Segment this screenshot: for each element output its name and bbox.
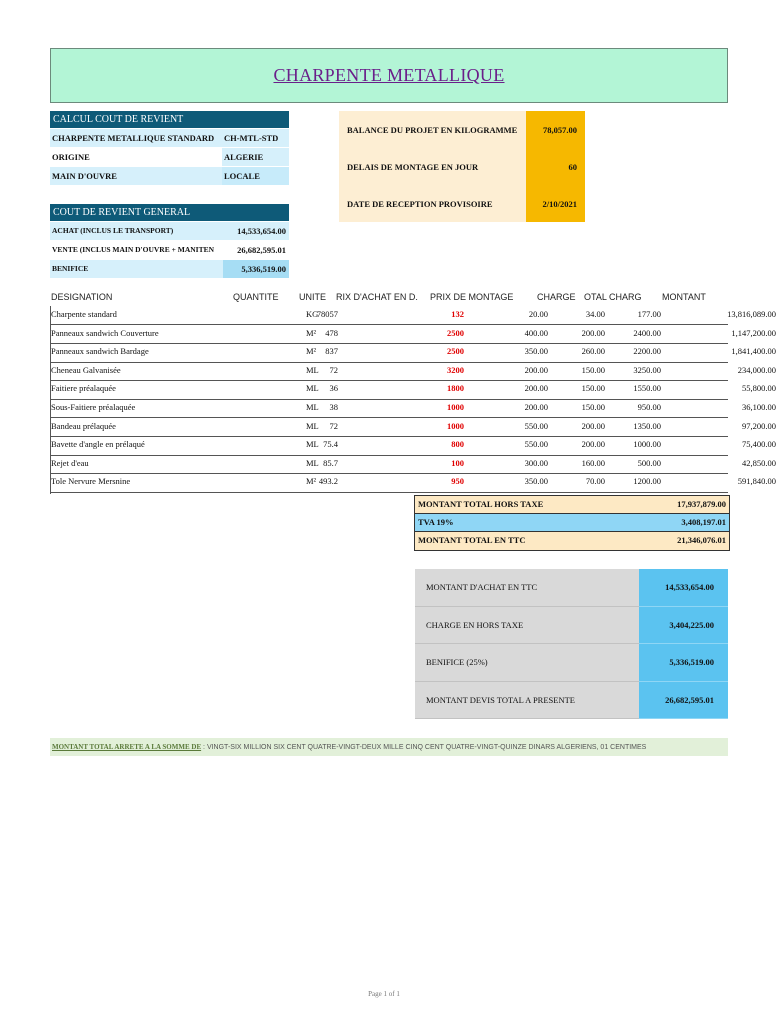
- summary-achat-value: 14,533,654.00: [639, 569, 728, 607]
- total-ttc-label: MONTANT TOTAL EN TTC: [418, 535, 526, 545]
- cell-prix-montage: 20.00: [528, 309, 548, 319]
- cell-charge: 34.00: [585, 309, 605, 319]
- cell-prix-achat: 1800: [447, 383, 464, 394]
- cell-quantite: 85.7: [323, 457, 338, 468]
- project-balance-value: 78,057.00: [526, 111, 585, 148]
- cell-quantite: 72: [329, 420, 338, 431]
- cell-montant: 36,100.00: [742, 402, 776, 412]
- cell-prix-montage: 350.00: [524, 476, 548, 487]
- cell-quantite: 72: [329, 364, 338, 375]
- cell-designation: Sous-Faitiere préalaquée: [51, 402, 136, 412]
- cell-charge: 150.00: [581, 402, 605, 412]
- project-delay-value: 60: [526, 148, 585, 185]
- cell-designation: Faitiere préalaquée: [51, 383, 116, 394]
- cell-total-charge: 1000.00: [633, 439, 661, 450]
- table-row: [50, 306, 776, 325]
- cell-total-charge: 1550.00: [633, 383, 661, 394]
- cout-general-header: COUT DE REVIENT GENERAL: [50, 204, 289, 221]
- cell-charge: 260.00: [581, 346, 605, 357]
- cell-prix-montage: 300.00: [524, 457, 548, 468]
- cell-charge: 160.00: [581, 457, 605, 468]
- cell-montant: 75,400.00: [742, 439, 776, 450]
- cell-quantite: 36: [329, 383, 338, 394]
- summary-achat-label: MONTANT D'ACHAT EN TTC: [415, 569, 639, 607]
- cell-prix-montage: 550.00: [524, 420, 548, 431]
- col-prix-montage: PRIX DE MONTAGE: [430, 292, 514, 302]
- cout-general-value-3: 5,336,519.00: [223, 260, 289, 278]
- table-row: [50, 343, 776, 362]
- cell-unite: ML: [306, 364, 319, 375]
- calcul-label-3: MAIN D'OUVRE: [50, 167, 222, 185]
- cell-designation: Cheneau Galvanisée: [51, 364, 121, 375]
- table-row: [50, 455, 776, 474]
- cell-unite: ML: [306, 402, 319, 412]
- cout-general-label-2: VENTE (INCLUS MAIN D'OUVRE + MANITEN: [52, 245, 214, 254]
- cout-general-label-1: ACHAT (INCLUS LE TRANSPORT): [50, 222, 223, 240]
- cell-prix-achat: 2500: [447, 327, 464, 338]
- cell-montant: 55,800.00: [742, 383, 776, 394]
- cell-prix-montage: 200.00: [524, 364, 548, 375]
- calcul-label-2: ORIGINE: [52, 152, 90, 162]
- cell-quantite: 478: [325, 327, 338, 338]
- total-ht-row: [414, 495, 730, 515]
- cell-unite: KG: [306, 309, 319, 319]
- project-reception-label: DATE DE RECEPTION PROVISOIRE: [339, 185, 526, 222]
- col-unite: UNITE: [299, 292, 326, 302]
- project-delay-label: DELAIS DE MONTAGE EN JOUR: [339, 148, 526, 185]
- col-quantite: QUANTITE: [233, 292, 279, 302]
- total-ht-label: MONTANT TOTAL HORS TAXE: [418, 499, 544, 509]
- cell-quantite: 38: [329, 402, 338, 412]
- summary-row-charge: [415, 607, 728, 645]
- summary-devis-value: 26,682,595.01: [639, 682, 728, 720]
- cell-montant: 1,147,200.00: [731, 327, 776, 338]
- cell-designation: Charpente standard: [51, 309, 117, 319]
- summary-charge-value: 3,404,225.00: [639, 607, 728, 645]
- cell-total-charge: 1200.00: [633, 476, 661, 487]
- summary-row-devis: [415, 682, 728, 720]
- cell-total-charge: 177.00: [637, 309, 661, 319]
- amount-in-words: [50, 738, 728, 756]
- cell-prix-achat: 800: [451, 439, 464, 450]
- table-row: [50, 325, 776, 344]
- col-prix-achat: RIX D'ACHAT EN D.: [336, 292, 418, 302]
- page-footer: Page 1 of 1: [368, 990, 400, 998]
- cell-designation: Bavette d'angle en prélaqué: [51, 439, 145, 450]
- calcul-header: CALCUL COUT DE REVIENT: [50, 111, 289, 128]
- cell-prix-achat: 950: [451, 476, 464, 487]
- cell-prix-achat: 100: [451, 457, 464, 468]
- cell-montant: 1,841,400.00: [731, 346, 776, 357]
- table-row: [50, 380, 776, 399]
- cell-charge: 70.00: [585, 476, 605, 487]
- cell-charge: 150.00: [581, 364, 605, 375]
- cell-prix-achat: 3200: [447, 364, 464, 375]
- table-row: [50, 473, 776, 492]
- cell-designation: Tole Nervure Mersnine: [51, 476, 131, 487]
- cell-designation: Bandeau prélaquée: [51, 420, 116, 431]
- amount-words-text: : VINGT-SIX MILLION SIX CENT QUATRE-VINGT-DEUX MILLE CINQ CENT QUATRE-VINGT-QUINZE DINARS ALGERIENS, 01 CENTIMES: [201, 744, 647, 751]
- cell-total-charge: 950.00: [637, 402, 661, 412]
- cell-montant: 13,816,089.00: [727, 309, 776, 319]
- calcul-value-2: ALGERIE: [222, 148, 289, 166]
- summary-benifice-value: 5,336,519.00: [639, 644, 728, 682]
- col-total-charge: OTAL CHARG: [584, 292, 642, 302]
- cell-prix-montage: 550.00: [524, 439, 548, 450]
- cell-prix-montage: 400.00: [524, 327, 548, 338]
- cell-designation: Panneaux sandwich Bardage: [51, 346, 149, 357]
- cell-designation: Rejet d'eau: [51, 457, 89, 468]
- total-ttc-row: [414, 531, 730, 551]
- calcul-value-1: CH-MTL-STD: [222, 129, 289, 147]
- table-row: [50, 418, 776, 437]
- title-banner: [50, 48, 728, 103]
- cell-quantite: 78057: [316, 309, 338, 319]
- table-row: [50, 436, 776, 455]
- cell-prix-achat: 1000: [447, 420, 464, 431]
- cell-charge: 200.00: [581, 439, 605, 450]
- cell-quantite: 493.2: [318, 476, 338, 487]
- cell-unite: ML: [306, 439, 319, 450]
- col-charge: CHARGE: [537, 292, 576, 302]
- cell-prix-achat: 2500: [447, 346, 464, 357]
- table-header: [0, 292, 768, 304]
- cout-general-label-3: BENIFICE: [50, 260, 223, 278]
- col-montant: MONTANT: [662, 292, 706, 302]
- table-row: [50, 399, 776, 418]
- cell-total-charge: 2200.00: [633, 346, 661, 357]
- cell-montant: 42,850.00: [742, 457, 776, 468]
- summary-row-benifice: [415, 644, 728, 682]
- cell-prix-achat: 1000: [447, 402, 464, 412]
- summary-row-achat: [415, 569, 728, 607]
- cell-unite: M²: [306, 346, 317, 357]
- cell-prix-montage: 200.00: [524, 402, 548, 412]
- calcul-label-1: CHARPENTE METALLIQUE STANDARD: [50, 129, 222, 147]
- cell-total-charge: 3250.00: [633, 364, 661, 375]
- cell-quantite: 75.4: [323, 439, 338, 450]
- cout-general-value-2: 26,682,595.01: [237, 245, 286, 255]
- amount-words-lead: MONTANT TOTAL ARRETE A LA SOMME DE: [52, 743, 202, 751]
- col-designation: DESIGNATION: [51, 292, 113, 302]
- tva-row: [414, 513, 730, 533]
- cell-unite: ML: [306, 383, 319, 394]
- cell-unite: ML: [306, 457, 319, 468]
- page-title: CHARPENTE METALLIQUE: [273, 65, 505, 85]
- total-ht-value: 17,937,879.00: [677, 499, 726, 509]
- cout-general-value-1: 14,533,654.00: [223, 222, 289, 240]
- cell-charge: 200.00: [581, 420, 605, 431]
- summary-charge-label: CHARGE EN HORS TAXE: [415, 607, 639, 645]
- project-reception-value: 2/10/2021: [526, 185, 585, 222]
- cell-charge: 150.00: [581, 383, 605, 394]
- total-ttc-value: 21,346,076.01: [677, 535, 726, 545]
- cell-prix-achat: 132: [451, 309, 464, 319]
- summary-benifice-label: BENIFICE (25%): [415, 644, 639, 682]
- summary-devis-label: MONTANT DEVIS TOTAL A PRESENTE: [415, 682, 639, 720]
- cell-prix-montage: 350.00: [524, 346, 548, 357]
- cell-montant: 234,000.00: [737, 364, 776, 375]
- table-row: [50, 362, 776, 381]
- cell-total-charge: 500.00: [637, 457, 661, 468]
- calcul-value-3: LOCALE: [222, 167, 289, 185]
- cell-quantite: 837: [325, 346, 338, 357]
- cell-montant: 591,840.00: [737, 476, 776, 487]
- cell-designation: Panneaux sandwich Couverture: [51, 327, 159, 338]
- cell-total-charge: 2400.00: [633, 327, 661, 338]
- cell-prix-montage: 200.00: [524, 383, 548, 394]
- cell-unite: ML: [306, 420, 319, 431]
- tva-value: 3,408,197.01: [681, 517, 726, 527]
- cell-unite: M²: [306, 327, 317, 338]
- tva-label: TVA 19%: [418, 517, 454, 527]
- cell-montant: 97,200.00: [742, 420, 776, 431]
- cell-charge: 200.00: [581, 327, 605, 338]
- cell-unite: M²: [306, 476, 317, 487]
- project-balance-label: BALANCE DU PROJET EN KILOGRAMME: [339, 111, 526, 148]
- cell-total-charge: 1350.00: [633, 420, 661, 431]
